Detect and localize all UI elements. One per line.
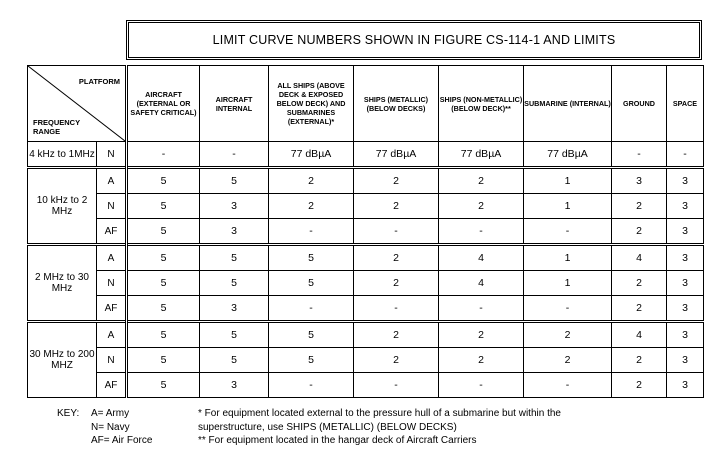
limit-value-cell: 2 <box>612 373 667 398</box>
limit-value-cell: 3 <box>667 322 704 348</box>
limit-value-cell: 1 <box>524 271 612 296</box>
limit-value-cell: 2 <box>612 296 667 322</box>
service-code-cell: N <box>97 194 127 219</box>
limit-value-cell: 5 <box>269 348 354 373</box>
frequency-range-cell: 30 MHz to 200 MHZ <box>28 322 97 398</box>
limit-value-cell: 2 <box>439 348 524 373</box>
limit-value-cell: 77 dBµA <box>269 142 354 168</box>
limit-value-cell: - <box>354 373 439 398</box>
service-code-cell: N <box>97 142 127 168</box>
limit-value-cell: 3 <box>667 271 704 296</box>
limit-value-cell: 2 <box>354 194 439 219</box>
limit-value-cell: 3 <box>200 373 269 398</box>
header-aircraft-external: AIRCRAFT (EXTERNAL OR SAFETY CRITICAL) <box>127 66 200 142</box>
frequency-range-label <box>33 118 80 136</box>
limit-value-cell: 2 <box>269 194 354 219</box>
limit-value-cell: 2 <box>612 194 667 219</box>
limit-value-cell: 5 <box>127 271 200 296</box>
table-title <box>126 20 702 60</box>
limit-value-cell: 2 <box>354 168 439 194</box>
limit-value-cell: - <box>269 219 354 245</box>
key-item-army: A= Army <box>91 408 130 419</box>
limit-value-cell: - <box>439 219 524 245</box>
limit-value-cell: 3 <box>200 219 269 245</box>
service-code-cell: A <box>97 245 127 271</box>
limit-value-cell: 2 <box>524 322 612 348</box>
header-row <box>28 66 704 142</box>
limit-value-cell: 2 <box>612 271 667 296</box>
limit-value-cell: 4 <box>439 245 524 271</box>
limit-value-cell: 3 <box>667 296 704 322</box>
table-row <box>28 322 704 348</box>
limit-value-cell: 5 <box>200 348 269 373</box>
limit-value-cell: 5 <box>269 322 354 348</box>
footnote-line: * For equipment located external to the pressure hull of a submarine but within the <box>198 408 561 419</box>
service-code-cell: AF <box>97 219 127 245</box>
table-body <box>28 66 704 398</box>
limit-value-cell: 5 <box>269 245 354 271</box>
limit-value-cell: 2 <box>524 348 612 373</box>
limit-value-cell: - <box>612 142 667 168</box>
limit-value-cell: 3 <box>667 245 704 271</box>
header-ground: GROUND <box>612 66 667 142</box>
limit-value-cell: - <box>354 219 439 245</box>
limit-value-cell: 5 <box>200 245 269 271</box>
frequency-label: FREQUENCY <box>33 118 81 127</box>
limit-value-cell: 2 <box>612 348 667 373</box>
service-code-cell: AF <box>97 373 127 398</box>
frequency-range-cell: 10 kHz to 2 MHz <box>28 168 97 245</box>
limit-value-cell: 4 <box>439 271 524 296</box>
service-code-cell: N <box>97 271 127 296</box>
service-code-cell: AF <box>97 296 127 322</box>
header-ships-nonmetallic: SHIPS (NON-METALLIC) (BELOW DECK)** <box>439 66 524 142</box>
limit-value-cell: 77 dBµA <box>439 142 524 168</box>
limit-value-cell: 3 <box>667 373 704 398</box>
limit-value-cell: 5 <box>127 194 200 219</box>
key-item-air-force: AF= Air Force <box>91 435 153 446</box>
range-label: RANGE <box>33 127 61 136</box>
limit-value-cell: - <box>439 373 524 398</box>
limit-value-cell: 2 <box>354 348 439 373</box>
limit-value-cell: 3 <box>667 219 704 245</box>
limit-value-cell: - <box>524 219 612 245</box>
limit-value-cell: - <box>200 142 269 168</box>
limit-value-cell: 5 <box>200 271 269 296</box>
frequency-range-cell: 4 kHz to 1MHz <box>28 142 97 168</box>
footnotes <box>198 407 698 448</box>
limit-value-cell: 5 <box>127 219 200 245</box>
limit-value-cell: - <box>524 373 612 398</box>
limit-value-cell: 5 <box>127 296 200 322</box>
limit-value-cell: 3 <box>200 194 269 219</box>
limit-value-cell: 5 <box>127 168 200 194</box>
limit-value-cell: - <box>439 296 524 322</box>
table-row <box>28 271 704 296</box>
limit-value-cell: 5 <box>127 322 200 348</box>
key-label: KEY: <box>57 408 80 419</box>
limit-value-cell: 5 <box>200 322 269 348</box>
limit-value-cell: 4 <box>612 245 667 271</box>
limit-value-cell: 5 <box>127 373 200 398</box>
title-text: LIMIT CURVE NUMBERS SHOWN IN FIGURE CS-114-1 AND LIMITS <box>212 33 616 47</box>
key-item-navy: N= Navy <box>91 421 130 433</box>
limit-value-cell: 2 <box>439 168 524 194</box>
table-row <box>28 168 704 194</box>
limit-value-cell: 1 <box>524 168 612 194</box>
limit-value-cell: 77 dBµA <box>524 142 612 168</box>
footnote-line: ** For equipment located in the hangar deck of Aircraft Carriers <box>198 435 477 446</box>
service-code-cell: N <box>97 348 127 373</box>
table-row <box>28 142 704 168</box>
limit-value-cell: 2 <box>269 168 354 194</box>
corner-cell <box>28 66 127 142</box>
limit-value-cell: - <box>269 373 354 398</box>
limit-value-cell: 2 <box>354 322 439 348</box>
limit-value-cell: 3 <box>667 168 704 194</box>
table-row <box>28 348 704 373</box>
limit-value-cell: - <box>667 142 704 168</box>
limit-value-cell: 2 <box>354 245 439 271</box>
limit-value-cell: 2 <box>439 322 524 348</box>
limit-value-cell: 5 <box>269 271 354 296</box>
limit-value-cell: - <box>269 296 354 322</box>
header-aircraft-internal: AIRCRAFT INTERNAL <box>200 66 269 142</box>
key-list <box>91 407 152 448</box>
table-row <box>28 194 704 219</box>
platform-label: PLATFORM <box>78 77 120 86</box>
limit-value-cell: 5 <box>127 348 200 373</box>
limit-value-cell: 2 <box>439 194 524 219</box>
limit-value-cell: - <box>524 296 612 322</box>
table-row <box>28 219 704 245</box>
footnote-line: superstructure, use SHIPS (METALLIC) (BELOW DECKS) <box>198 421 457 433</box>
frequency-range-cell: 2 MHz to 30 MHz <box>28 245 97 322</box>
limit-value-cell: 2 <box>354 271 439 296</box>
header-submarine-internal: SUBMARINE (INTERNAL) <box>524 66 612 142</box>
header-space: SPACE <box>667 66 704 142</box>
header-ships-metallic: SHIPS (METALLIC) (BELOW DECKS) <box>354 66 439 142</box>
limit-value-cell: 5 <box>127 245 200 271</box>
table-row <box>28 245 704 271</box>
limit-value-cell: 4 <box>612 322 667 348</box>
limit-value-cell: - <box>127 142 200 168</box>
service-code-cell: A <box>97 168 127 194</box>
limit-value-cell: 2 <box>612 219 667 245</box>
service-code-cell: A <box>97 322 127 348</box>
header-all-ships: ALL SHIPS (ABOVE DECK & EXPOSED BELOW DECK) AND SUBMARINES (EXTERNAL)* <box>269 66 354 142</box>
limit-value-cell: - <box>354 296 439 322</box>
limit-value-cell: 77 dBµA <box>354 142 439 168</box>
table-row <box>28 373 704 398</box>
limits-table <box>27 65 704 398</box>
limit-value-cell: 3 <box>200 296 269 322</box>
limit-value-cell: 5 <box>200 168 269 194</box>
limit-value-cell: 3 <box>667 348 704 373</box>
limit-value-cell: 3 <box>667 194 704 219</box>
limit-value-cell: 1 <box>524 194 612 219</box>
limit-value-cell: 1 <box>524 245 612 271</box>
table-row <box>28 296 704 322</box>
limit-value-cell: 3 <box>612 168 667 194</box>
